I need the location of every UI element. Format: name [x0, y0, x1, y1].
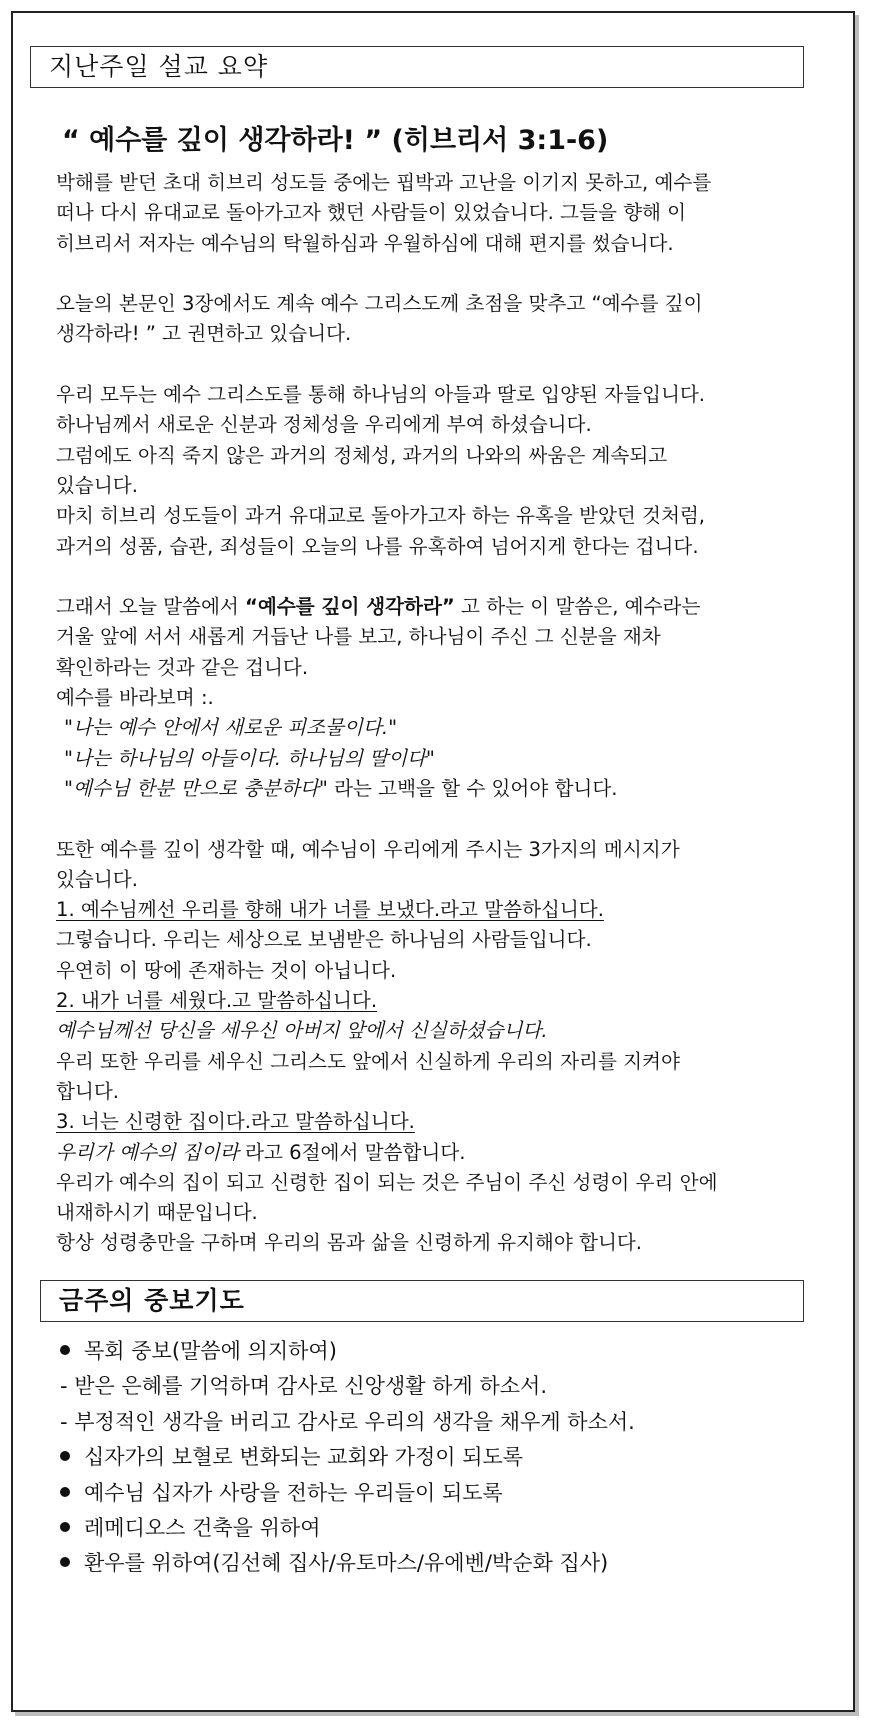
- sermon-title: “ 예수를 깊이 생각하라! ” (히브리서 3:1-6): [62, 125, 609, 156]
- list-item-text: 목회 중보(말씀에 의지하여): [84, 1339, 337, 1363]
- text-span: 라고 6절에서 말씀합니다.: [238, 1140, 466, 1164]
- paragraph-line: [56, 592, 816, 622]
- paragraph-line: 우리 또한 우리를 세우신 그리스도 앞에서 신실하게 우리의 자리를 지켜야: [56, 1049, 680, 1073]
- list-item-text: 부정적인 생각을 버리고 감사로 우리의 생각을 채우게 하소서.: [74, 1409, 635, 1434]
- paragraph-line: [56, 1138, 816, 1168]
- paragraph-line: 우리가 예수의 집이 되고 신령한 집이 되는 것은 주님이 주신 성령이 우리 안에: [56, 1170, 718, 1194]
- paragraph-line: 예수님께선 당신을 세우신 아버지 앞에서 신실하셨습니다.: [56, 1019, 548, 1043]
- text-span: 그래서 오늘 말씀에서: [56, 595, 246, 619]
- message-1-heading: 1. 예수님께선 우리를 향해 내가 너를 보냈다.라고 말씀하십니다.: [56, 898, 604, 922]
- paragraph-line: [56, 774, 816, 804]
- list-item: [60, 1334, 820, 1369]
- paragraph-line: 과거의 성품, 습관, 죄성들이 오늘의 나를 유혹하여 넘어지게 한다는 겁니다.: [56, 534, 699, 558]
- bullet-icon: [60, 1487, 70, 1497]
- list-item-text: 십자가의 보혈로 변화되는 교회와 가정이 되도록: [84, 1445, 524, 1470]
- list-item: [60, 1476, 820, 1511]
- paragraph-line: 있습니다.: [56, 473, 138, 497]
- section-header-intercessory-prayer: 금주의 중보기도: [40, 1280, 804, 1322]
- bullet-icon: [60, 1345, 70, 1355]
- confession-quote: "나는 하나님의 아들이다. 하나님의 딸이다": [64, 746, 435, 770]
- paragraph-line: 오늘의 본문인 3장에서도 계속 예수 그리스도께 초점을 맞추고 “예수를 깊이: [56, 292, 703, 316]
- message-2-heading: 2. 내가 너를 세웠다.고 말씀하십니다.: [56, 989, 378, 1013]
- paragraph-line: 그렇습니다. 우리는 세상으로 보냄받은 하나님의 사람들입니다.: [56, 928, 592, 952]
- paragraph-line: 예수를 바라보며 :.: [56, 686, 214, 710]
- list-item-text: 레메디오스 건축을 위하여: [84, 1515, 321, 1540]
- dash-marker: -: [60, 1374, 68, 1399]
- list-item: [60, 1511, 820, 1546]
- emphasis-text: “예수를 깊이 생각하라”: [245, 595, 455, 619]
- confession-quote: "나는 예수 안에서 새로운 피조물이다.": [64, 716, 398, 740]
- paragraph-line: 그럼에도 아직 죽지 않은 과거의 정체성, 과거의 나와의 싸움은 계속되고: [56, 443, 668, 467]
- paragraph-line: 있습니다.: [56, 867, 138, 891]
- list-item-text: 받은 은혜를 기억하며 감사로 신앙생활 하게 하소서.: [74, 1374, 547, 1399]
- list-item-text: 환우를 위하여(김선혜 집사/유토마스/유에벤/박순화 집사): [84, 1551, 609, 1576]
- paragraph-line: 우연히 이 땅에 존재하는 것이 아닙니다.: [56, 958, 397, 982]
- list-item: [60, 1369, 820, 1404]
- paragraph-line: 생각하라! ” 고 권면하고 있습니다.: [56, 322, 352, 346]
- bullet-icon: [60, 1557, 70, 1567]
- paragraph-line: 거울 앞에 서서 새롭게 거듭난 나를 보고, 하나님이 주신 그 신분을 재차: [56, 625, 661, 649]
- list-item-text: 예수님 십자가 사랑을 전하는 우리들이 되도록: [84, 1480, 503, 1505]
- paragraph-line: 히브리서 저자는 예수님의 탁월하심과 우월하심에 대해 편지를 썼습니다.: [56, 231, 674, 255]
- paragraph-line: 마치 히브리 성도들이 과거 유대교로 돌아가고자 하는 유혹을 받았던 것처럼,: [56, 504, 706, 528]
- list-item: [60, 1405, 820, 1440]
- paragraph-line: 우리 모두는 예수 그리스도를 통해 하나님의 아들과 딸로 입양된 자들입니다.: [56, 383, 706, 407]
- sermon-body: [56, 168, 816, 1259]
- paragraph-line: 내재하시기 때문입니다.: [56, 1201, 258, 1225]
- emphasis-text: 우리가 예수의 집이라: [56, 1140, 239, 1164]
- paragraph-line: 하나님께서 새로운 신분과 정체성을 우리에게 부여 하셨습니다.: [56, 413, 592, 437]
- paragraph-line: 박해를 받던 초대 히브리 성도들 중에는 핍박과 고난을 이기지 못하고, 예수를: [56, 171, 712, 194]
- paragraph-line: 떠나 다시 유대교로 돌아가고자 했던 사람들이 있었습니다. 그들을 향해 이: [56, 201, 687, 225]
- dash-marker: -: [60, 1409, 68, 1434]
- list-item: [60, 1546, 820, 1581]
- paragraph-line: 확인하라는 것과 같은 겁니다.: [56, 655, 309, 679]
- text-span: 라는 고백을 할 수 있어야 합니다.: [327, 776, 618, 800]
- confession-quote: "예수님 한분 만으로 충분하다": [64, 776, 328, 800]
- bullet-icon: [60, 1522, 70, 1532]
- prayer-list: [60, 1334, 820, 1582]
- text-span: 고 하는 이 말씀은, 예수라는: [454, 595, 701, 619]
- list-item: [60, 1440, 820, 1475]
- message-3-heading: 3. 너는 신령한 집이다.라고 말씀하십니다.: [56, 1110, 415, 1134]
- section-header-sermon-summary: 지난주일 설교 요약: [30, 46, 804, 88]
- paragraph-line: 항상 성령충만을 구하며 우리의 몸과 삶을 신령하게 유지해야 합니다.: [56, 1231, 643, 1255]
- paragraph-line: 또한 예수를 깊이 생각할 때, 예수님이 우리에게 주시는 3가지의 메시지가: [56, 837, 680, 861]
- paragraph-line: 합니다.: [56, 1079, 120, 1103]
- bullet-icon: [60, 1451, 70, 1461]
